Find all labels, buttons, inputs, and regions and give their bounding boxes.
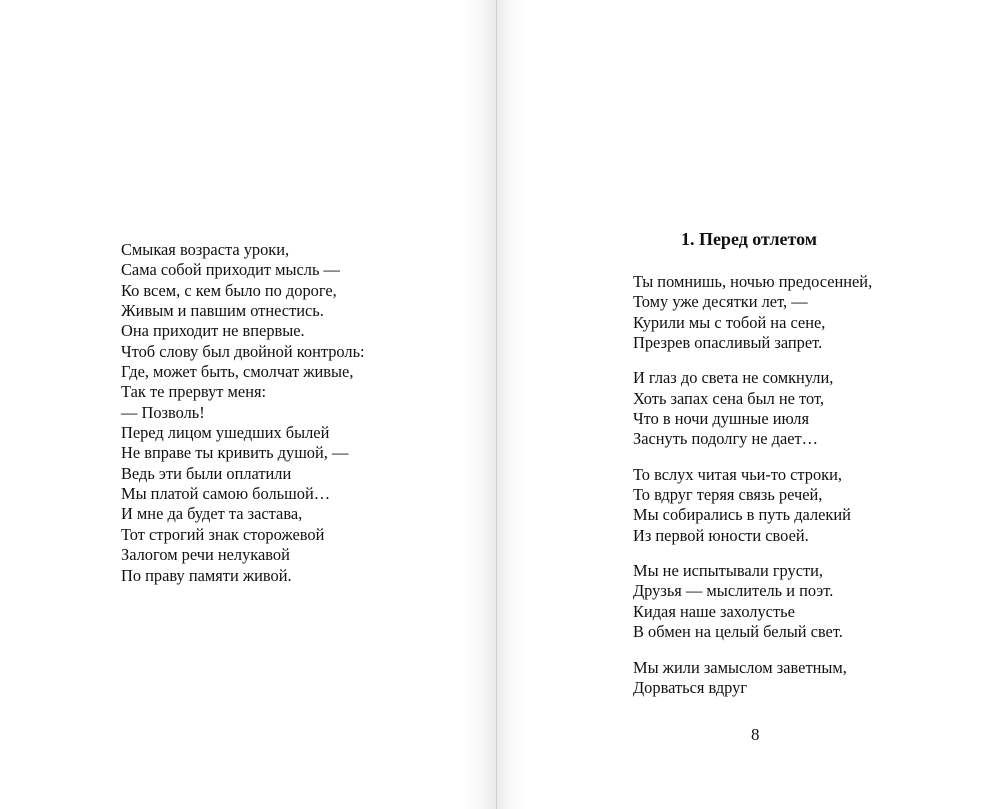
poem-line: Залогом речи нелукавой bbox=[121, 545, 290, 565]
poem-line: Так те прервут меня: bbox=[121, 382, 267, 402]
poem-line: Ты помнишь, ночью предосенней, bbox=[633, 272, 873, 291]
poem-line: Ведь эти были оплатили bbox=[121, 463, 292, 483]
poem-line: Заснуть подолгу не дает… bbox=[633, 429, 819, 449]
poem-line: Перед лицом ушедших былей bbox=[121, 423, 330, 443]
stanza bbox=[633, 368, 872, 449]
poem-line: В обмен на целый белый свет. bbox=[633, 622, 843, 642]
poem-line: Презрев опасливый запрет. bbox=[633, 333, 823, 353]
poem-line: Она приходит не впервые. bbox=[121, 321, 305, 341]
poem-line: То вдруг теряя связь речей, bbox=[633, 485, 823, 505]
stanza bbox=[633, 658, 872, 699]
poem-line: И глаз до света не сомкнули, bbox=[633, 368, 834, 388]
stanza bbox=[633, 465, 872, 546]
poem-heading: 1. Перед отлетом bbox=[680, 229, 818, 249]
poem-line: Чтоб слову был двойной контроль: bbox=[121, 341, 365, 361]
poem-line: Смыкая возраста уроки, bbox=[121, 240, 290, 259]
poem-line: Тот строгий знак сторожевой bbox=[121, 524, 325, 544]
poem-line: Что в ночи душные июля bbox=[633, 409, 810, 429]
right-gutter-shadow bbox=[497, 0, 525, 809]
stanza bbox=[633, 561, 872, 642]
poem-line: Дорваться вдруг bbox=[633, 677, 748, 697]
poem-line: Хоть запах сена был не тот, bbox=[633, 388, 825, 408]
right-page bbox=[497, 0, 1001, 809]
stanza bbox=[633, 272, 872, 353]
right-poem-text bbox=[633, 272, 872, 698]
poem-line: Где, может быть, смолчат живые, bbox=[121, 362, 354, 382]
left-poem-text bbox=[121, 240, 365, 586]
page-number: 8 bbox=[751, 725, 760, 744]
poem-line: Не вправе ты кривить душой, — bbox=[121, 443, 349, 463]
poem-line: Мы не испытывали грусти, bbox=[633, 561, 824, 581]
poem-line: По праву памяти живой. bbox=[121, 565, 292, 585]
left-page bbox=[0, 0, 497, 809]
poem-line: Курили мы с тобой на сене, bbox=[633, 312, 826, 332]
poem-line: Из первой юности своей. bbox=[633, 525, 809, 545]
left-gutter-shadow bbox=[463, 0, 497, 809]
poem-line: — Позволь! bbox=[121, 402, 205, 422]
poem-line: Тому уже десятки лет, — bbox=[633, 292, 808, 312]
poem-line: Мы платой самою большой… bbox=[121, 484, 331, 504]
poem-line: Живым и павшим отнестись. bbox=[121, 301, 324, 321]
poem-line: Сама собой приходит мысль — bbox=[121, 260, 340, 280]
poem-line: Кидая наше захолустье bbox=[633, 601, 795, 621]
poem-line: Друзья — мыслитель и поэт. bbox=[633, 581, 834, 601]
poem-line: То вслух читая чьи-то строки, bbox=[633, 464, 842, 484]
poem-line: Ко всем, с кем было по дороге, bbox=[121, 280, 337, 300]
poem-line: Мы жили замыслом заветным, bbox=[633, 657, 847, 677]
poem-line: Мы собирались в путь далекий bbox=[633, 505, 851, 525]
poem-line: И мне да будет та застава, bbox=[121, 504, 303, 524]
